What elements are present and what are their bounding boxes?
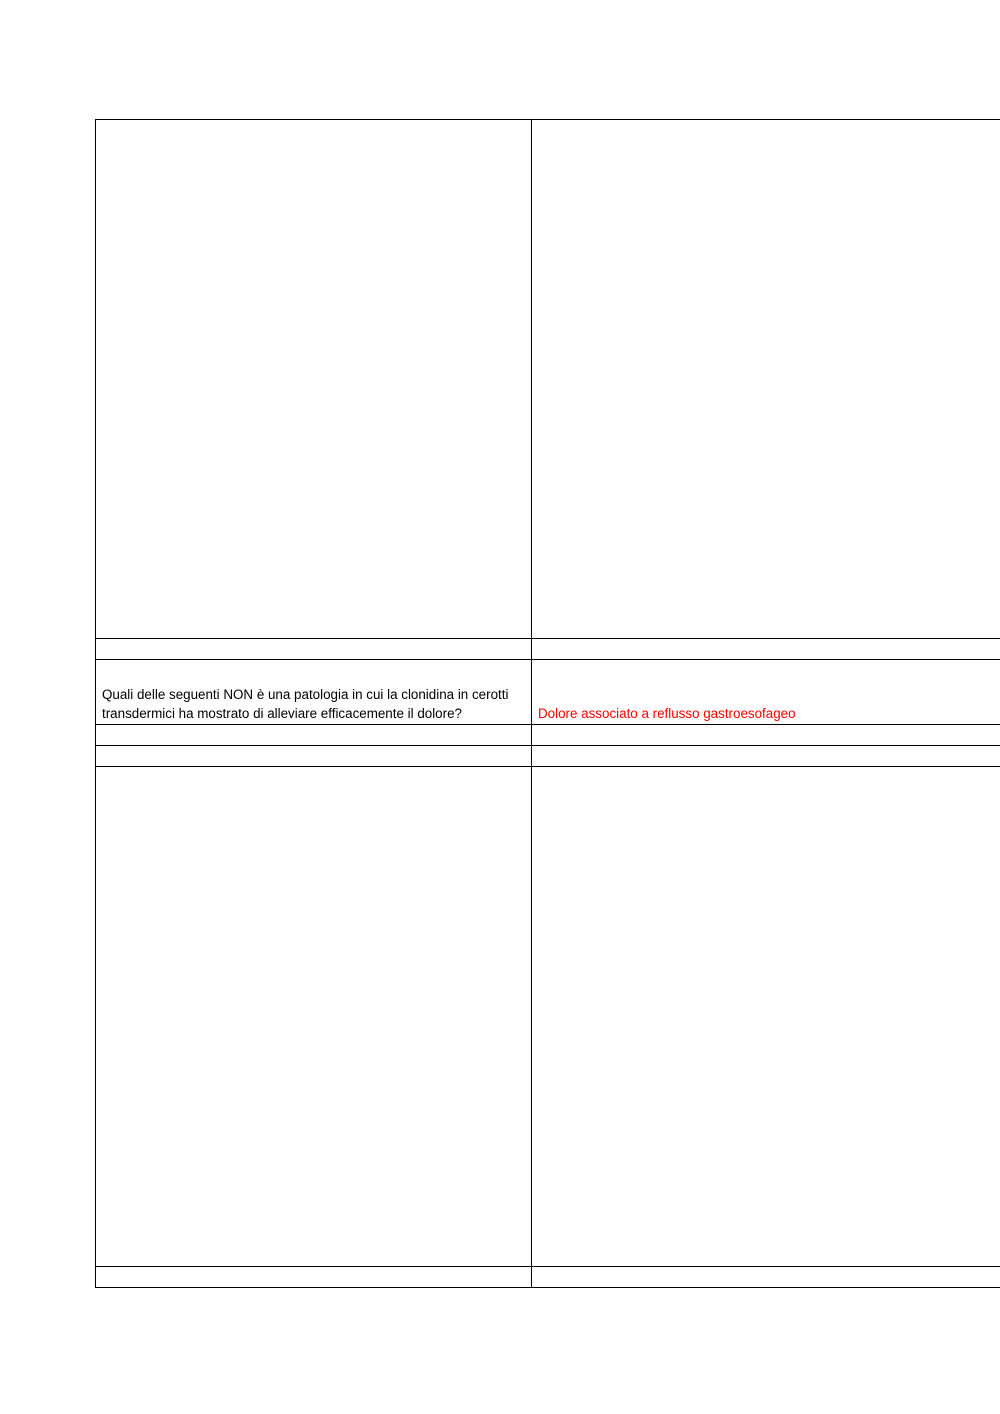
table-row (96, 725, 1000, 746)
empty-cell (96, 725, 532, 746)
empty-cell (96, 746, 532, 767)
empty-cell (96, 767, 532, 1267)
empty-cell (532, 639, 1000, 660)
empty-cell (532, 767, 1000, 1267)
table-row (96, 1267, 1000, 1288)
answer-cell (532, 660, 1000, 725)
empty-cell (96, 120, 532, 639)
table-row (96, 639, 1000, 660)
table-row (96, 120, 1000, 639)
empty-cell (96, 639, 532, 660)
empty-cell (532, 746, 1000, 767)
answer-text: Dolore associato a reflusso gastroesofageo (538, 706, 796, 721)
empty-cell (532, 1267, 1000, 1288)
empty-cell (532, 120, 1000, 639)
table-row (96, 746, 1000, 767)
question-cell (96, 660, 532, 725)
table-row (96, 767, 1000, 1267)
question-text: Quali delle seguenti NON è una patologia in cui la clonidina in cerotti transdermici ha mostrato di alleviare efficacemente il dolore? (102, 687, 509, 721)
question-answer-row (96, 660, 1000, 725)
spreadsheet-table (95, 119, 1000, 1288)
empty-cell (532, 725, 1000, 746)
empty-cell (96, 1267, 532, 1288)
